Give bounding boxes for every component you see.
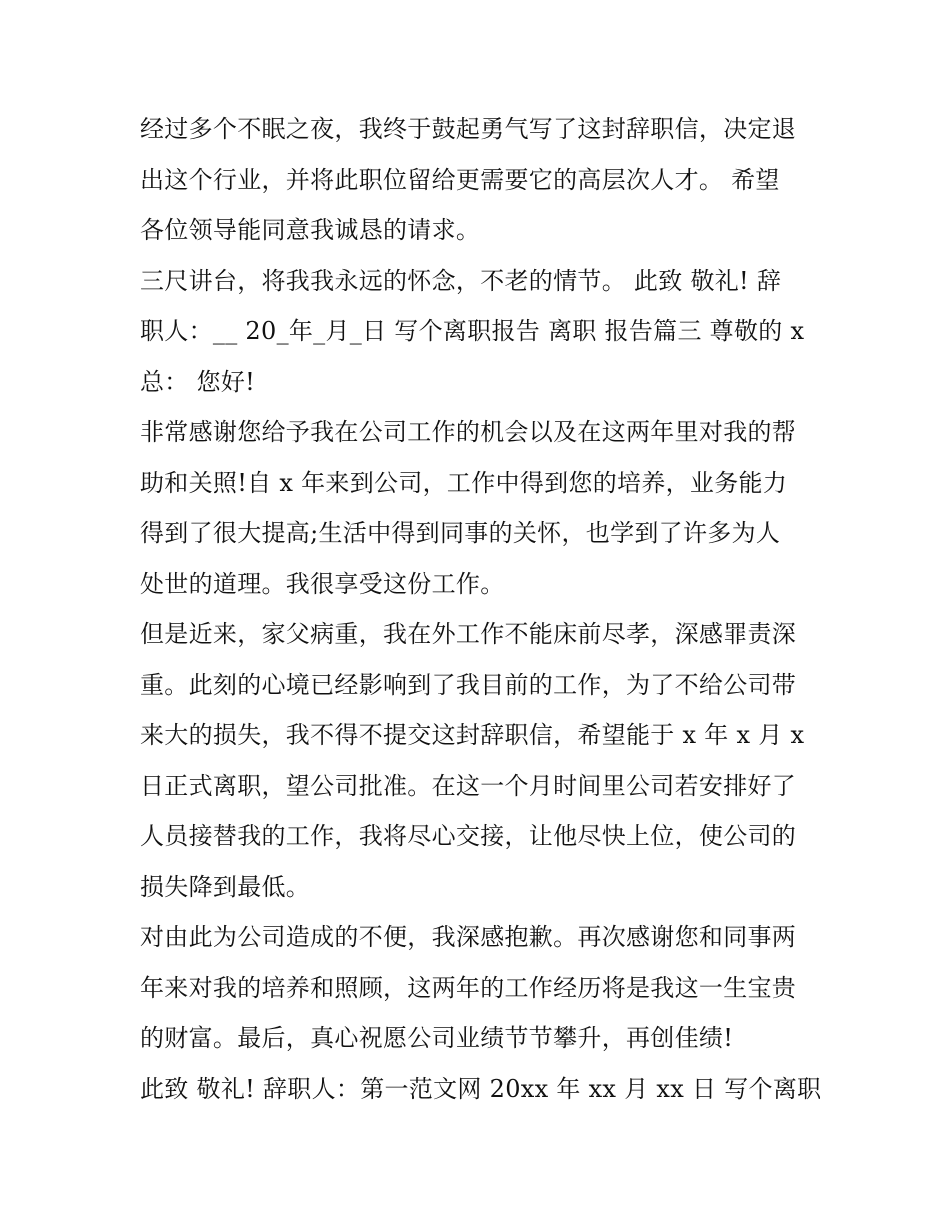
text-line: 此致 敬礼! 辞职人：第一范文网 20xx 年 xx 月 xx 日 写个离职 [140,1074,822,1103]
paragraph-reason [140,609,820,912]
text-line: 人员接替我的工作，我将尽心交接，让他尽快上位，使公司的 [140,822,797,850]
text-line: 得到了很大提高;生活中得到同事的关怀，也学到了许多为人 [140,519,781,547]
document-body [140,104,820,1114]
paragraph-resignation-intro [140,104,820,256]
text-line: 重。此刻的心境已经影响到了我目前的工作，为了不给公司带 [140,670,797,699]
text-line: 助和关照!自 x 年来到公司，工作中得到您的培养，业务能力 [140,468,788,497]
paragraph-apology [140,912,820,1064]
text-line: 年来对我的培养和照顾，这两年的工作经历将是我这一生宝贵 [140,973,797,1002]
paragraph-signature [140,1064,820,1115]
text-line: 来大的损失，我不得不提交这封辞职信，希望能于 x 年 x 月 x [140,721,805,749]
paragraph-gratitude [140,407,820,609]
text-line: 非常感谢您给予我在公司工作的机会以及在这两年里对我的帮 [140,418,797,446]
text-line: 对由此为公司造成的不便，我深感抱歉。再次感谢您和同事两 [140,923,797,951]
text-line: 各位领导能同意我诚恳的请求。 [140,216,481,244]
text-line: 出这个行业，并将此职位留给更需要它的高层次人才。 希望 [140,165,780,194]
text-line: 日正式离职，望公司批准。在这一个月时间里公司若安排好了 [140,771,797,800]
text-line: 三尺讲台，将我我永远的怀念，不老的情节。 此致 敬礼! 辞 [140,266,782,295]
paragraph-closing-and-heading [140,256,820,408]
text-line: 总： 您好! [140,367,256,396]
text-line: 但是近来，家父病重，我在外工作不能床前尽孝，深感罪责深 [140,620,797,648]
text-line: 的财富。最后，真心祝愿公司业绩节节攀升，再创佳绩! [140,1024,734,1052]
text-line: 经过多个不眠之夜，我终于鼓起勇气写了这封辞职信，决定退 [140,115,797,143]
text-line: 处世的道理。我很享受这份工作。 [140,569,505,598]
text-line: 损失降到最低。 [140,872,311,901]
text-line: 职人：__ 20_年_月_日 写个离职报告 离职 报告篇三 尊敬的 x [140,317,805,345]
